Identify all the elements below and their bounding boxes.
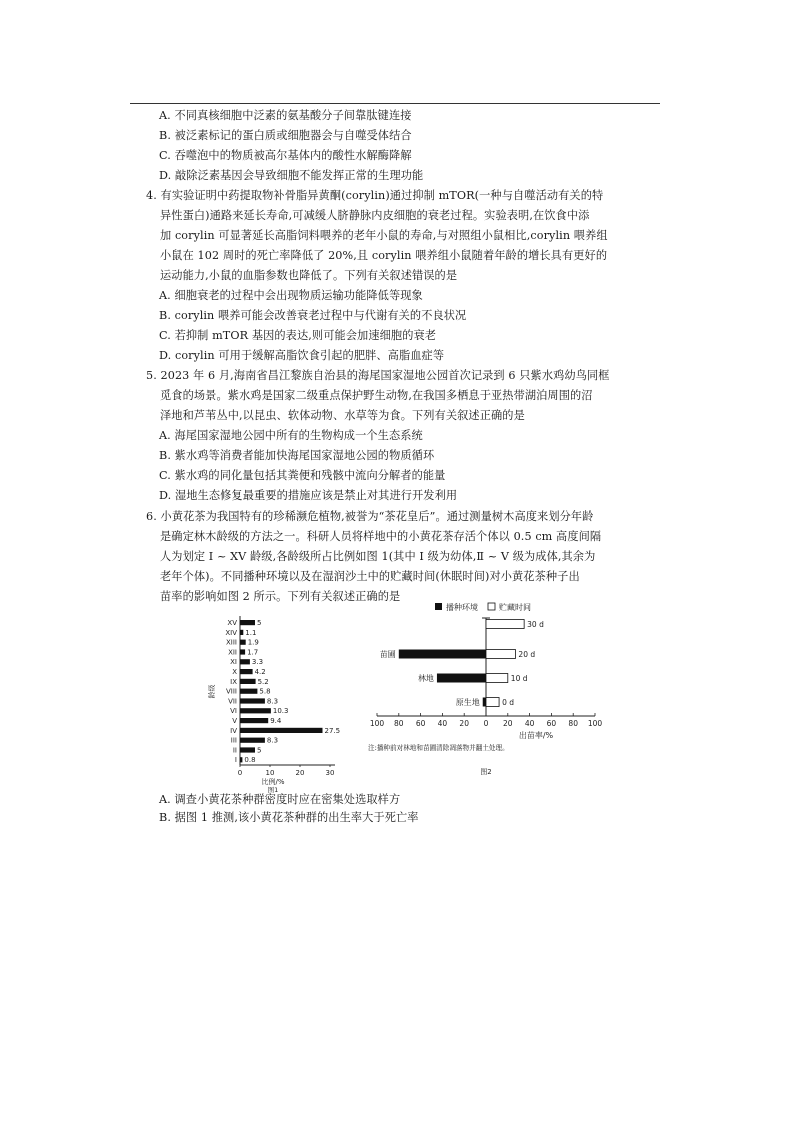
bar [240, 738, 265, 743]
q6-stem-line: 老年个体)。不同播种环境以及在湿润沙土中的贮藏时间(休眠时间)对小黄花茶种子出 [160, 570, 580, 583]
figure-note: 注:播种前对林地和苗圃清除凋落物并翻土处理。 [368, 744, 509, 752]
data-label: 1.9 [247, 638, 259, 647]
bar [240, 640, 246, 645]
x-tick-label: 40 [524, 719, 535, 728]
bar [240, 679, 256, 684]
data-label: 10 d [510, 674, 528, 683]
q5-option-d: D. 湿地生态修复最重要的措施应该是禁止对其进行开发利用 [159, 489, 458, 502]
data-label: 0.8 [244, 756, 256, 765]
bar-storage [486, 674, 508, 683]
q4-stem-line: 运动能力,小鼠的血脂参数也降低了。下列有关叙述错误的是 [160, 269, 458, 282]
y-tick-label: XI [230, 658, 237, 667]
bar [240, 747, 255, 752]
q5-stem-line: 觅食的场景。紫水鸡是国家二级重点保护野生动物,在我国多栖息于亚热带湖泊周围的沼 [160, 389, 593, 402]
category-label: 苗圃 [379, 650, 396, 659]
y-tick-label: VII [228, 697, 237, 706]
y-tick-label: IV [230, 726, 237, 735]
data-label: 5 [257, 619, 262, 627]
q4-stem-line: 异性蛋白)通路来延长寿命,可减缓人脐静脉内皮细胞的衰老过程。实验表明,在饮食中添 [160, 209, 590, 222]
figure-caption: 图1 [267, 786, 279, 794]
q6-stem-line: 是确定林木龄级的方法之一。科研人员将样地中的小黄花茶存活个体以 0.5 cm 高度间隔 [160, 530, 602, 543]
q4-option-d: D. corylin 可用于缓解高脂饮食引起的肥胖、高脂血症等 [159, 349, 445, 362]
bar [240, 718, 268, 723]
legend-label: 播种环境 [446, 603, 478, 612]
category-label: 原生地 [455, 698, 480, 707]
y-tick-label: IX [230, 677, 237, 686]
bar-storage [486, 698, 499, 707]
x-tick-label: 20 [503, 719, 513, 728]
q3-option-b: B. 被泛素标记的蛋白质或细胞器会与自噬受体结合 [159, 129, 412, 142]
q3-option-a: A. 不同真核细胞中泛素的氨基酸分子间靠肽键连接 [159, 109, 412, 122]
bar-storage [486, 650, 515, 659]
bar-sowing [399, 650, 486, 659]
y-tick-label: XV [227, 619, 237, 627]
x-tick-label: 60 [546, 719, 557, 728]
x-tick-label: 100 [587, 719, 603, 728]
x-tick-label: 20 [459, 719, 469, 728]
y-axis-label: 龄级 [208, 684, 216, 699]
data-label: 8.3 [266, 736, 279, 745]
q4-stem-line: 4. 有实验证明中药提取物补骨脂异黄酮(corylin)通过抑制 mTOR(一种与自噬活动有关的特 [146, 189, 604, 202]
data-label: 1.1 [245, 628, 257, 637]
x-tick-label: 20 [295, 769, 305, 777]
header-rule [130, 103, 660, 104]
x-tick-label: 80 [394, 719, 404, 728]
bar [240, 757, 242, 762]
figure-caption: 图2 [480, 768, 492, 776]
bar [240, 698, 265, 703]
legend-swatch-storage [488, 603, 495, 610]
y-tick-label: V [232, 717, 237, 725]
q6-stem-line: 6. 小黄花茶为我国特有的珍稀濒危植物,被誉为“茶花皇后”。通过测量树木高度来划分年龄 [146, 510, 594, 523]
bar [240, 689, 257, 694]
x-tick-label: 0 [237, 769, 243, 777]
q3-option-c: C. 吞噬泡中的物质被高尔基体内的酸性水解酶降解 [159, 149, 412, 162]
bar [240, 630, 243, 635]
q4-stem-line: 加 corylin 可显著延长高脂饲料喂养的老年小鼠的寿命,与对照组小鼠相比,corylin 喂养组 [160, 229, 608, 242]
y-tick-label: II [232, 746, 237, 755]
q5-stem-line: 泽地和芦苇丛中,以昆虫、软体动物、水草等为食。下列有关叙述正确的是 [160, 409, 525, 422]
legend-label: 贮藏时间 [499, 603, 531, 612]
q5-stem-line: 5. 2023 年 6 月,海南省昌江黎族自治县的海尾国家湿地公园首次记录到 6 只紫水鸡幼鸟同框 [146, 369, 610, 382]
data-label: 10.3 [272, 707, 289, 716]
bar [240, 659, 250, 664]
q6-stem-line: 人为划定 Ⅰ ~ ⅩⅤ 龄级,各龄级所占比例如图 1(其中 Ⅰ 级为幼体,Ⅱ ~ Ⅴ 级为成体,其余为 [160, 550, 596, 563]
data-label: 0 d [502, 698, 515, 707]
q5-option-c: C. 紫水鸡的同化量包括其粪便和残骸中流向分解者的能量 [159, 469, 446, 482]
data-label: 5.2 [257, 677, 269, 686]
q6-option-a: A. 调查小黄花茶种群密度时应在密集处选取样方 [159, 793, 401, 806]
data-label: 9.4 [270, 717, 282, 725]
y-tick-label: VIII [226, 687, 237, 696]
data-label: 5.8 [259, 687, 271, 696]
bar-sowing [483, 698, 486, 707]
bar [240, 649, 245, 654]
bar-storage [486, 620, 524, 629]
q4-option-b: B. corylin 喂养可能会改善衰老过程中与代谢有关的不良状况 [159, 309, 467, 322]
x-axis-label: 比例/% [261, 778, 285, 786]
q6-option-b: B. 据图 1 推测,该小黄花茶种群的出生率大于死亡率 [159, 811, 419, 824]
x-tick-label: 0 [483, 719, 489, 728]
legend-swatch-sowing [435, 603, 442, 610]
q3-option-d: D. 敲除泛素基因会导致细胞不能发挥正常的生理功能 [159, 169, 424, 182]
data-label: 8.3 [266, 697, 279, 706]
data-label: 3.3 [251, 658, 264, 667]
q5-option-a: A. 海尾国家湿地公园中所有的生物构成一个生态系统 [159, 429, 423, 442]
y-tick-label: XIII [226, 638, 237, 647]
x-axis-label: 出苗率/% [518, 731, 554, 740]
y-tick-label: I [234, 756, 237, 765]
x-tick-label: 100 [369, 719, 385, 728]
bar-sowing [437, 674, 486, 683]
x-tick-label: 80 [568, 719, 578, 728]
y-tick-label: VI [230, 707, 237, 716]
y-tick-label: X [232, 668, 237, 676]
q6-stem-line: 苗率的影响如图 2 所示。下列有关叙述正确的是 [160, 590, 401, 603]
data-label: 1.7 [247, 648, 259, 657]
bar [240, 728, 323, 733]
y-tick-label: III [230, 736, 237, 745]
x-tick-label: 30 [325, 769, 335, 777]
x-tick-label: 60 [415, 719, 426, 728]
q4-stem-line: 小鼠在 102 周时的死亡率降低了 20%,且 corylin 喂养组小鼠随着年龄的增长具有更好的 [160, 249, 608, 262]
data-label: 4.2 [254, 668, 266, 676]
bar [240, 708, 271, 713]
figure-2-emergence-rate-chart [360, 598, 620, 783]
data-label: 20 d [518, 650, 536, 659]
x-tick-label: 10 [265, 769, 275, 777]
q5-option-b: B. 紫水鸡等消费者能加快海尾国家湿地公园的物质循环 [159, 449, 435, 462]
data-label: 30 d [527, 620, 544, 629]
bar [240, 669, 253, 674]
x-tick-label: 40 [437, 719, 448, 728]
category-label: 林地 [417, 674, 434, 683]
data-label: 5 [257, 746, 262, 755]
y-tick-label: XIV [225, 628, 237, 637]
y-tick-label: XII [228, 648, 237, 657]
bar [240, 620, 255, 625]
figure-1-age-class-chart [200, 610, 341, 794]
data-label: 27.5 [324, 726, 341, 735]
q4-option-a: A. 细胞衰老的过程中会出现物质运输功能降低等现象 [159, 289, 423, 302]
q4-option-c: C. 若抑制 mTOR 基因的表达,则可能会加速细胞的衰老 [159, 329, 437, 342]
